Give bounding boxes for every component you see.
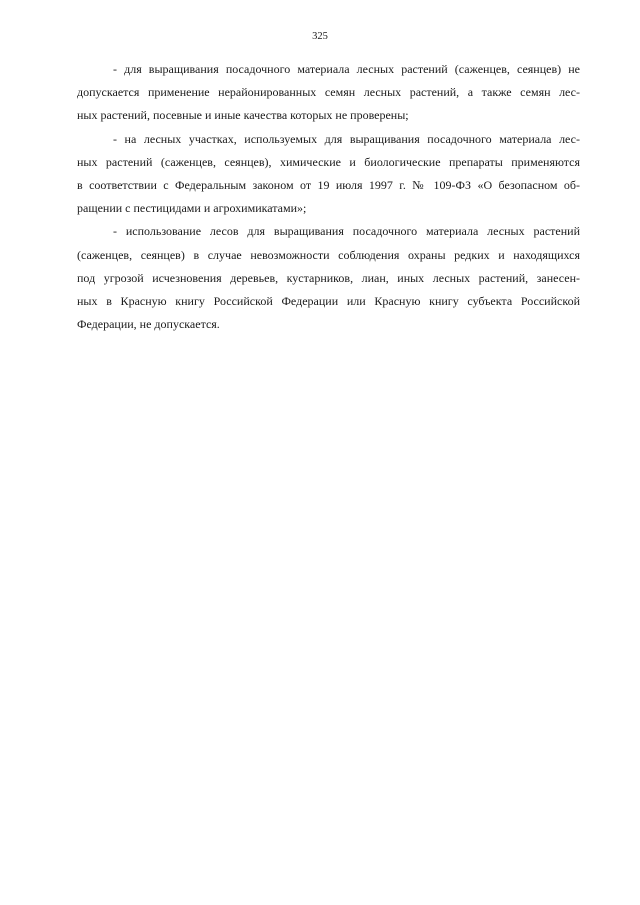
paragraph-line: - на лесных участках, используемых для выращивания посадочного материала лес-	[113, 131, 580, 146]
paragraph-chemical-preparations	[77, 128, 580, 221]
paragraph-line: ных растений (саженцев, сеянцев), химические и биологические препараты применяются	[77, 154, 580, 169]
paragraph-line: (саженцев, сеянцев) в случае невозможности соблюдения охраны редких и находящихся	[77, 247, 580, 262]
paragraph-line: в соответствии с Федеральным законом от 19 июля 1997 г. № 109-ФЗ «О безопасном об-	[77, 177, 580, 192]
paragraph-forest-use-restriction	[77, 220, 580, 336]
paragraph-line: допускается применение нерайонированных семян лесных растений, а также семян лес-	[77, 85, 580, 100]
paragraph-line: - использование лесов для выращивания посадочного материала лесных растений	[113, 224, 580, 239]
paragraph-line: - для выращивания посадочного материала лесных растений (саженцев, сеянцев) не	[113, 62, 580, 76]
paragraph-seed-material	[77, 58, 580, 128]
paragraph-line: под угрозой исчезновения деревьев, кустарников, лиан, иных лесных растений, занесен-	[77, 270, 580, 285]
paragraph-line: ных растений, посевные и иные качества которых не проверены;	[77, 108, 409, 123]
page-number: 325	[312, 31, 328, 42]
paragraph-line: ных в Красную книгу Российской Федерации или Красную книгу субъекта Российской	[77, 293, 580, 308]
body-text	[77, 58, 580, 336]
paragraph-line: ращении с пестицидами и агрохимикатами»;	[77, 201, 307, 216]
paragraph-line: Федерации, не допускается.	[77, 317, 220, 332]
